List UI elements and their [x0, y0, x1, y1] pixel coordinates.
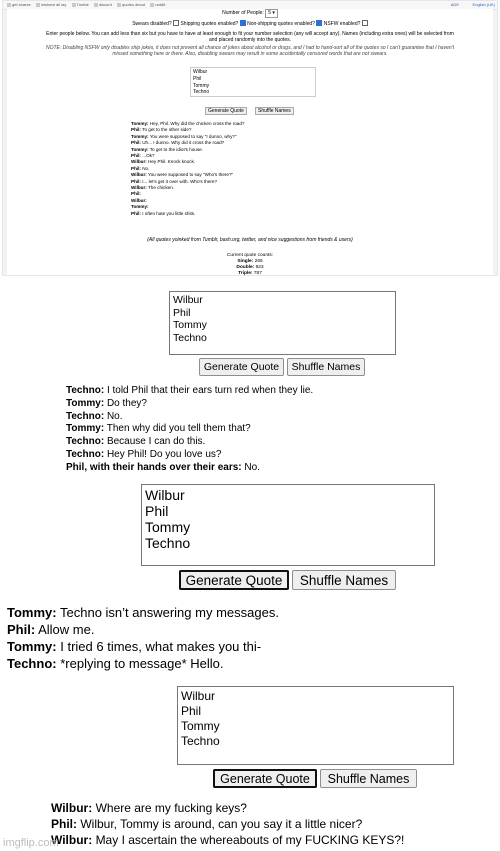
- dialogue-line: Tommy: You were supposed to say "I dunno, why?": [131, 133, 237, 139]
- dialogue-line: Techno: *replying to message* Hello.: [7, 656, 224, 671]
- quote-output: [131, 121, 301, 217]
- names-textarea[interactable]: [177, 686, 454, 765]
- bookmark-item[interactable]: English (UK): [472, 2, 495, 7]
- option-nsfw-label: NSFW enabled?: [323, 21, 361, 27]
- bookmark-item[interactable]: reddit: [150, 1, 165, 9]
- option-nonshipping-label: Non-shipping quotes enabled?: [247, 21, 315, 27]
- option-shipping-label: Shipping quotes enabled?: [180, 21, 239, 27]
- screenshot-panel-1: [2, 0, 498, 276]
- dialogue-line: Techno: Because I can do this.: [66, 436, 206, 448]
- dialogue-line: Phil: ...Ok?: [131, 153, 155, 159]
- bookmark-item[interactable]: imshare all lay: [36, 1, 67, 9]
- count-triple: Triple: 787: [238, 271, 262, 276]
- dialogue-line: Tommy:: [131, 204, 149, 210]
- quote-output: [51, 800, 404, 848]
- dialogue-line: Phil: I... let's get it over with. Who's there?: [131, 178, 218, 184]
- quote-output: [7, 604, 279, 672]
- dialogue-line: Phil: Allow me.: [7, 622, 95, 637]
- imgflip-watermark: imgflip.com: [3, 837, 59, 849]
- option-nsfw-checkbox[interactable]: [362, 20, 368, 26]
- options-row: [7, 20, 493, 28]
- dialogue-line: Phil: To get to the other side?: [131, 127, 192, 133]
- bookmark-item[interactable]: Tumblr: [72, 1, 89, 9]
- option-nonshipping-checkbox[interactable]: [316, 20, 322, 26]
- dialogue-line: Phil, with their hands over their ears: No.: [66, 461, 260, 473]
- names-line: Techno: [193, 89, 210, 96]
- names-line: Phil: [193, 75, 202, 82]
- note-text-2: missed something here or there. Also, disabling swears may result in some accidentally censored words that are not swears.: [112, 51, 388, 57]
- dialogue-line: Wilbur: The chicken.: [131, 185, 175, 191]
- note-text-1: NOTE: Disabling NSFW only disables ship jokes, it does not prevent all chance of jokes about alcohol or drugs, and I had to hand-sort all of the quotes so I can't guarantee that I haven't: [46, 45, 454, 51]
- dialogue-line: Tommy: Then why did you tell them that?: [66, 423, 251, 435]
- dialogue-line: Phil: Wilbur, Tommy is around, can you say it a little nicer?: [51, 817, 363, 831]
- counts-title: Current quote counts:: [226, 253, 274, 258]
- dialogue-line: Tommy: Do they?: [66, 397, 147, 409]
- count-single: Single: 265: [237, 259, 263, 264]
- names-line: Wilbur: [193, 69, 208, 75]
- shuffle-names-button[interactable]: Shuffle Names: [320, 769, 417, 788]
- number-of-people-label: Number of People:: [222, 10, 264, 16]
- dialogue-line: Wilbur: You were supposed to say "Who's there?": [131, 172, 234, 178]
- dialogue-line: Techno: No.: [66, 410, 123, 422]
- bookmark-item[interactable]: ADE: [450, 2, 459, 7]
- names-textarea[interactable]: [141, 484, 435, 566]
- bookmark-item[interactable]: quotes about: [117, 1, 145, 9]
- bookmark-item[interactable]: get shares: [7, 1, 31, 9]
- dialogue-line: Wilbur: Hey Phil. Knock knock.: [131, 159, 196, 165]
- shuffle-names-button[interactable]: Shuffle Names: [292, 570, 396, 590]
- option-shipping-checkbox[interactable]: [240, 20, 246, 26]
- screenshot-panel-4: [0, 678, 500, 851]
- screenshot-panel-3: [0, 478, 500, 674]
- dialogue-line: Phil:: [131, 191, 141, 197]
- shuffle-names-button[interactable]: Shuffle Names: [287, 358, 365, 376]
- quote-output: [66, 385, 313, 475]
- dialogue-line: Wilbur:: [131, 197, 147, 203]
- names-textarea[interactable]: [169, 291, 396, 355]
- dialogue-line: Tommy: Hey, Phil. Why did the chicken cross the road?: [131, 121, 245, 126]
- intro-text-2: and placed randomly into the quotes.: [209, 37, 291, 43]
- number-of-people-select[interactable]: 5 ▾: [265, 9, 278, 18]
- dialogue-line: Tommy: I tried 6 times, what makes you thi-: [7, 639, 262, 654]
- generate-quote-button[interactable]: Generate Quote: [205, 107, 247, 115]
- screenshot-panel-2: [0, 280, 500, 478]
- option-swears-label: Swears disabled?: [132, 21, 172, 27]
- dialogue-line: Phil: No.: [131, 165, 150, 171]
- dialogue-line: Wilbur: Where are my fucking keys?: [51, 801, 247, 815]
- option-swears-checkbox[interactable]: [173, 20, 179, 26]
- dialogue-line: Tommy: To get to the idiot's house.: [131, 146, 203, 152]
- quote-generator-page: [7, 9, 493, 276]
- dialogue-line: Techno: Hey Phil! Do you love us?: [66, 448, 222, 460]
- names-textarea[interactable]: [190, 67, 316, 97]
- generate-quote-button[interactable]: Generate Quote: [213, 769, 317, 788]
- dialogue-line: Phil: Uh... I dunno. Why did it cross the road?: [131, 140, 225, 146]
- shuffle-names-button[interactable]: Shuffle Names: [255, 107, 294, 115]
- dialogue-line: Techno: I told Phil that their ears turn red when they lie.: [66, 385, 314, 396]
- dialogue-line: Wilbur: May I ascertain the whereabouts of my FUCKING KEYS?!: [51, 833, 405, 847]
- number-of-people-row: [7, 9, 493, 18]
- intro-text-1: Enter people below. You can add less than six but you have to have at least enough to fit your number selection (any will accept any). Names (including extra ones) will be selected from: [46, 31, 454, 37]
- credit-text: (All quotes yoinked from Tumblr, bash.org, twitter, and nice suggestions from friends & users): [147, 237, 353, 243]
- bookmark-item[interactable]: discord: [94, 1, 112, 9]
- generate-quote-button[interactable]: Generate Quote: [179, 570, 289, 590]
- generate-quote-button[interactable]: Generate Quote: [199, 358, 284, 376]
- dialogue-line: Tommy: Techno isn’t answering my messages.: [7, 605, 279, 620]
- names-line: Tommy: [193, 82, 210, 89]
- count-double: Double: 923: [236, 265, 264, 270]
- quote-counts: [7, 253, 493, 276]
- dialogue-line: Phil: I often hate you little shits.: [131, 210, 196, 216]
